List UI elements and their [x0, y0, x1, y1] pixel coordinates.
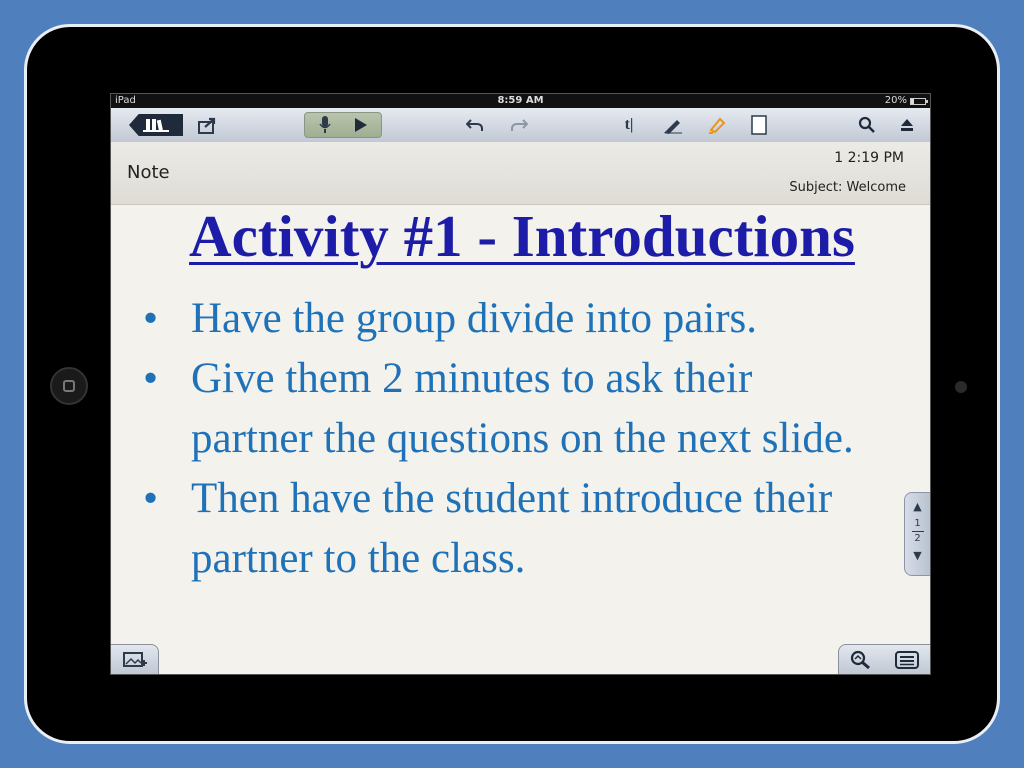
play-button[interactable]	[349, 111, 373, 139]
undo-icon	[466, 118, 484, 132]
page-total: 2	[914, 533, 921, 544]
app-screen	[110, 93, 931, 675]
share-button[interactable]	[195, 111, 223, 139]
page-down-icon[interactable]: ▼	[913, 549, 922, 562]
camera-dot	[955, 381, 967, 393]
page-icon	[751, 115, 767, 135]
pen-button[interactable]	[661, 111, 685, 139]
page-current: 1	[914, 518, 921, 529]
text-tool-button[interactable]	[617, 111, 641, 139]
status-time: 8:59 AM	[497, 95, 544, 106]
status-bar	[111, 94, 930, 108]
note-subject: Subject: Welcome	[789, 180, 906, 195]
library-button[interactable]	[127, 111, 185, 139]
keyboard-icon[interactable]	[895, 651, 919, 669]
undo-button[interactable]	[463, 111, 487, 139]
bullet-item: • Have the group divide into pairs.	[139, 289, 879, 349]
page-up-icon[interactable]: ▲	[913, 500, 922, 513]
bullet-list	[139, 289, 879, 589]
battery-percent: 20%	[884, 95, 907, 106]
highlighter-button[interactable]	[705, 111, 729, 139]
bullet-item: • Then have the student introduce their partner to the class.	[139, 469, 879, 589]
add-image-icon	[123, 651, 147, 669]
slide-title: Activity #1 - Introductions	[189, 203, 855, 269]
eject-button[interactable]	[895, 111, 919, 139]
battery-icon	[910, 98, 926, 105]
page-navigator[interactable]	[904, 492, 930, 576]
page-divider	[912, 531, 924, 532]
add-image-button[interactable]	[111, 644, 159, 674]
bottom-tools	[838, 644, 930, 674]
status-battery	[885, 94, 926, 108]
search-button[interactable]	[855, 111, 879, 139]
note-header	[111, 142, 930, 205]
highlighter-icon	[708, 116, 726, 134]
page-button[interactable]	[747, 111, 771, 139]
share-icon	[198, 116, 220, 134]
redo-icon	[510, 118, 528, 132]
text-tool-icon: t|	[624, 116, 634, 133]
home-square-icon	[63, 380, 75, 392]
toolbar	[111, 108, 930, 143]
play-icon	[355, 118, 367, 132]
microphone-icon	[319, 116, 331, 134]
battery-fill	[911, 99, 914, 104]
redo-button[interactable]	[507, 111, 531, 139]
search-icon	[858, 116, 876, 134]
pen-icon	[663, 116, 683, 134]
eject-icon	[900, 118, 914, 132]
library-icon	[129, 114, 183, 136]
note-time: 1 2:19 PM	[834, 150, 904, 166]
bullet-item: • Give them 2 minutes to ask their partner the questions on the next slide.	[139, 349, 879, 469]
record-button[interactable]	[313, 111, 337, 139]
status-device: iPad	[115, 95, 136, 106]
zoom-icon[interactable]	[850, 650, 872, 670]
home-button[interactable]	[50, 367, 88, 405]
note-label: Note	[127, 162, 170, 183]
